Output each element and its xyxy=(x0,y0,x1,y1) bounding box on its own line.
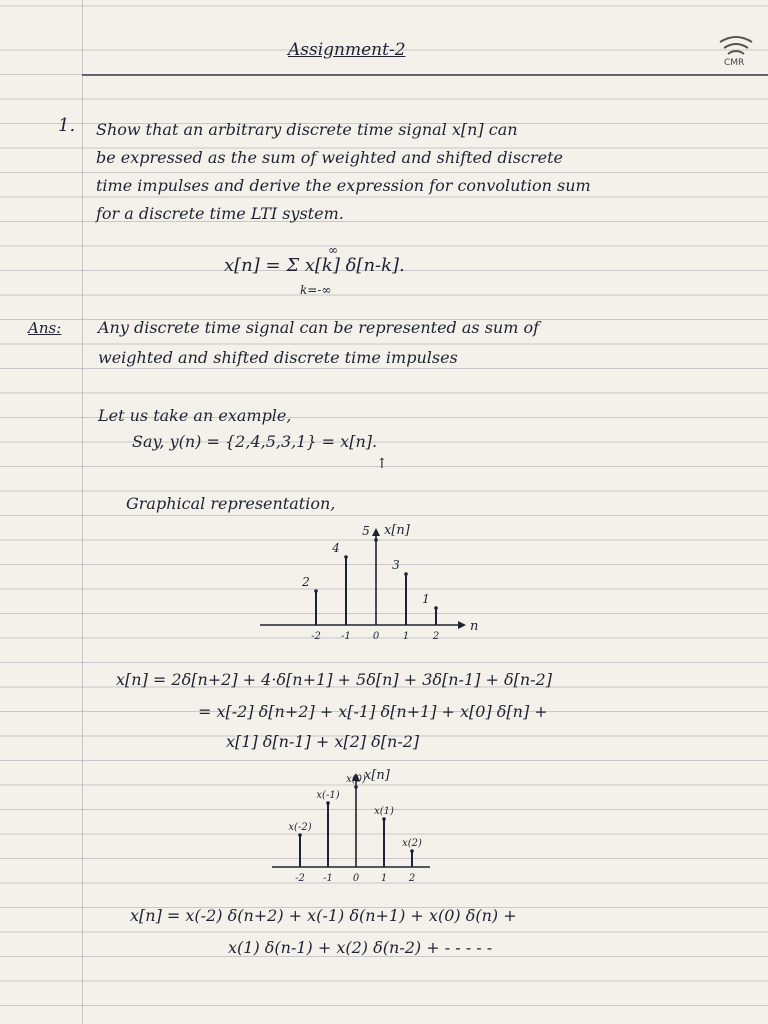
stem-head xyxy=(298,833,302,837)
tick-label: -1 xyxy=(341,631,351,642)
stem-plot-samples xyxy=(260,755,500,885)
tick-label: 2 xyxy=(408,873,416,884)
x-axis-label: n xyxy=(470,619,479,634)
answer-label: Ans: xyxy=(28,319,62,337)
tick-label: -2 xyxy=(295,873,305,884)
value-label: x(-1) xyxy=(316,790,340,801)
value-label: 2 xyxy=(302,575,310,589)
stem-head xyxy=(354,785,358,789)
question-line-4: for a discrete time LTI system. xyxy=(96,204,344,223)
example-intro: Let us take an example, xyxy=(98,406,292,425)
answer-line-1: Any discrete time signal can be represented as sum of xyxy=(98,318,540,337)
expansion-line-1: x[n] = 2δ[n+2] + 4·δ[n+1] + 5δ[n] + 3δ[n-1] + δ[n-2] xyxy=(116,670,552,689)
y-axis-arrow xyxy=(372,528,380,536)
question-line-2: be expressed as the sum of weighted and shifted discrete xyxy=(96,148,563,167)
final-line-2: x(1) δ(n-1) + x(2) δ(n-2) + - - - - - xyxy=(228,938,493,957)
example-sequence: Say, y(n) = {2,4,5,3,1} = x[n]. xyxy=(132,432,378,451)
value-label: 3 xyxy=(392,558,400,572)
y-axis-label: x[n] xyxy=(364,768,390,783)
stem-head xyxy=(410,849,414,853)
final-line-1: x[n] = x(-2) δ(n+2) + x(-1) δ(n+1) + x(0) δ(n) + xyxy=(130,906,517,925)
question-line-1: Show that an arbitrary discrete time signal x[n] can xyxy=(96,120,518,139)
expansion-line-2: = x[-2] δ[n+2] + x[-1] δ[n+1] + x[0] δ[n] + xyxy=(198,702,548,721)
tick-label: 0 xyxy=(352,873,360,884)
tick-label: 1 xyxy=(402,631,410,642)
tick-label: 1 xyxy=(380,873,388,884)
expansion-line-3: x[1] δ[n-1] + x[2] δ[n-2] xyxy=(226,732,420,751)
tick-label: 2 xyxy=(432,631,440,642)
answer-line-2: weighted and shifted discrete time impulses xyxy=(98,348,458,367)
formula-upper-limit: ∞ xyxy=(328,243,338,257)
header-rule xyxy=(82,74,768,76)
stem-plot-values xyxy=(250,505,510,645)
question-number: 1. xyxy=(58,115,76,136)
tick-label: 0 xyxy=(372,631,380,642)
stem-head xyxy=(374,538,378,542)
value-label: 5 xyxy=(362,524,370,538)
sum-formula: x[n] = Σ x[k] δ[n-k]. xyxy=(224,255,405,276)
graph-heading: Graphical representation, xyxy=(126,494,336,513)
stem-head xyxy=(314,589,318,593)
tick-label: -1 xyxy=(323,873,333,884)
value-label: x(-2) xyxy=(288,822,312,833)
value-label: x(1) xyxy=(374,806,394,817)
y-axis-label: x[n] xyxy=(384,523,410,538)
stem-head xyxy=(344,555,348,559)
stem-head xyxy=(404,572,408,576)
value-label: x(2) xyxy=(402,838,422,849)
value-label: x(0) xyxy=(346,774,366,785)
value-label: 1 xyxy=(422,592,430,606)
stem-head xyxy=(434,606,438,610)
tick-label: -2 xyxy=(311,631,321,642)
margin-line xyxy=(82,0,83,1024)
stem-head xyxy=(382,817,386,821)
origin-marker: ↑ xyxy=(376,456,388,472)
brand-text: CMR xyxy=(724,58,745,68)
x-axis-arrow xyxy=(458,621,466,629)
question-line-3: time impulses and derive the expression for convolution sum xyxy=(96,176,591,195)
stem-head xyxy=(326,801,330,805)
page-title: Assignment-2 xyxy=(288,40,406,60)
value-label: 4 xyxy=(332,541,340,555)
formula-lower-limit: k=-∞ xyxy=(300,283,332,297)
